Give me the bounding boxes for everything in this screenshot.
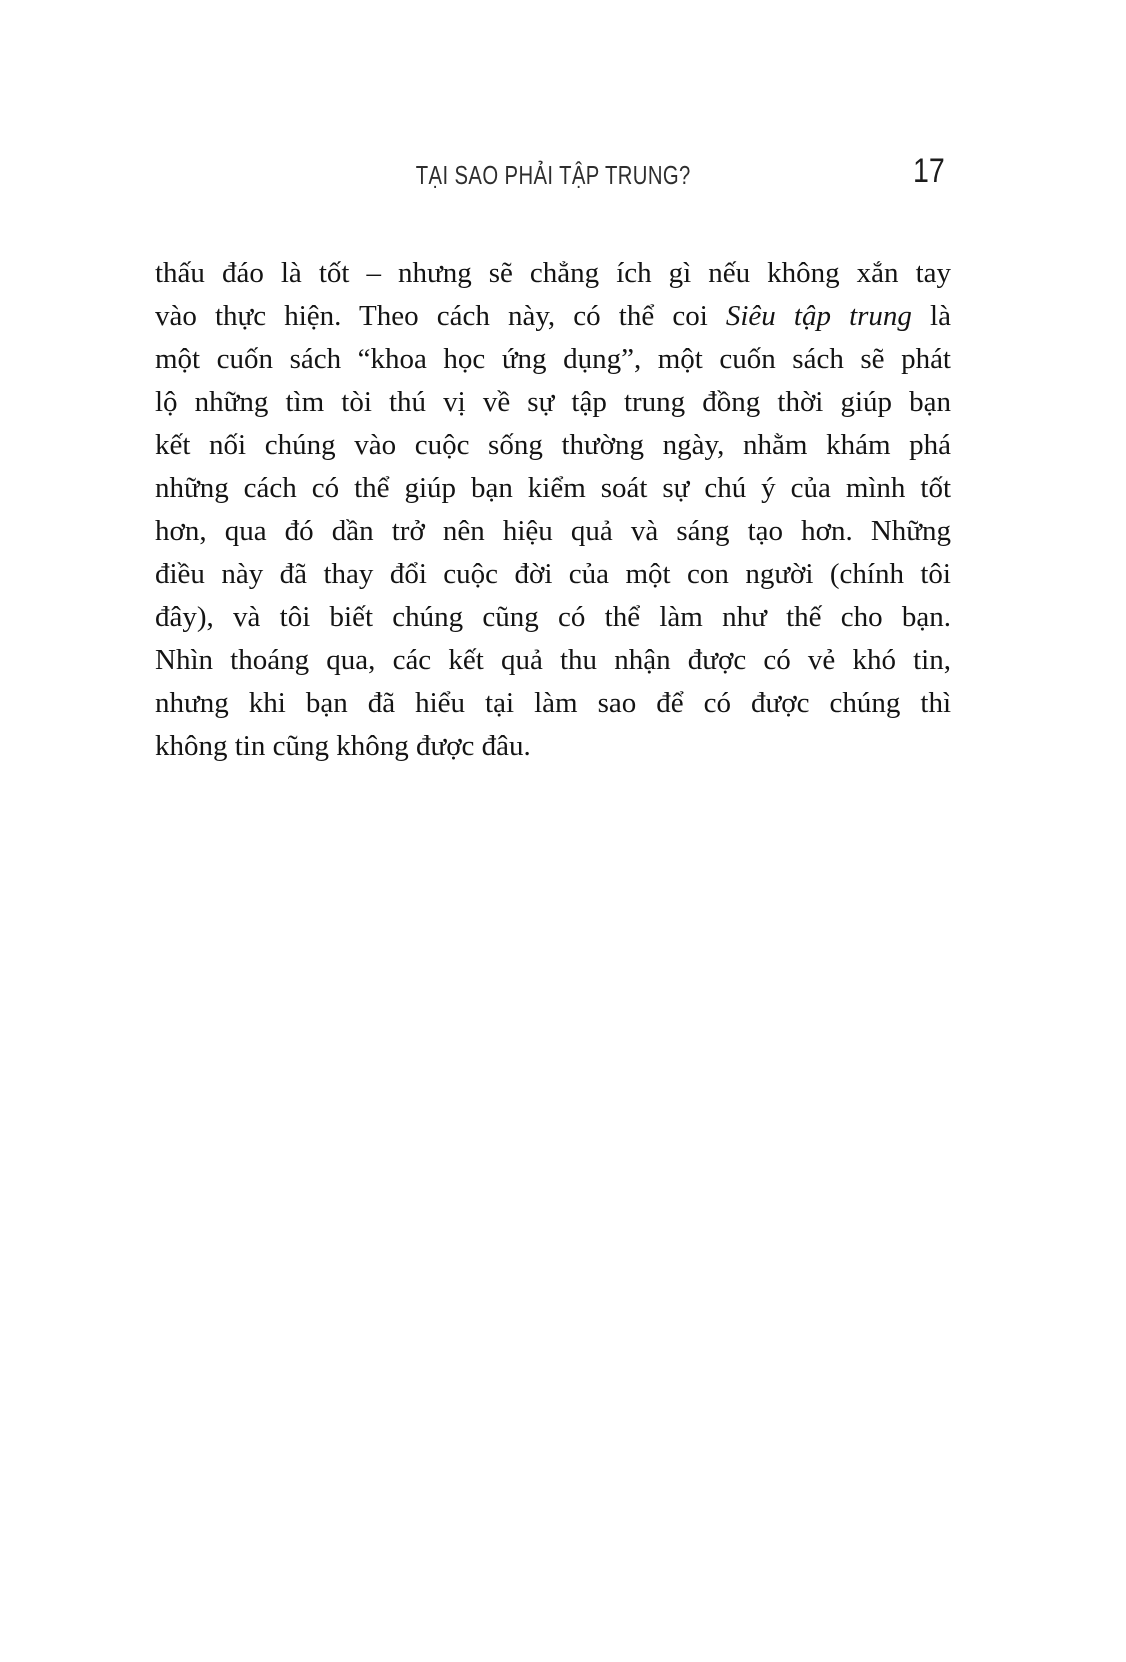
text-line — [155, 725, 951, 768]
running-header-title — [155, 160, 951, 191]
text-segment: lộ những tìm tòi thú vị về sự tập trung đồng thời giúp bạn — [155, 386, 951, 418]
text-line — [155, 596, 951, 639]
running-header-title-text: TẠI SAO PHẢI TẬP TRUNG? — [415, 160, 691, 190]
text-segment: vào thực hiện. Theo cách này, có thể coi — [155, 300, 726, 332]
text-line — [155, 467, 951, 510]
text-line — [155, 252, 951, 295]
text-line — [155, 338, 951, 381]
text-segment: không tin cũng không được đâu. — [155, 730, 531, 762]
text-segment: kết nối chúng vào cuộc sống thường ngày, nhằm khám phá — [155, 429, 951, 461]
page-number-text: 17 — [913, 152, 945, 190]
page-number — [907, 152, 945, 191]
book-title-italic: Siêu tập trung — [725, 300, 912, 332]
text-segment: một cuốn sách “khoa học ứng dụng”, một cuốn sách sẽ phát — [155, 343, 951, 375]
text-line — [155, 424, 951, 467]
body-text — [155, 252, 951, 768]
text-segment: đây), và tôi biết chúng cũng có thể làm như thế cho bạn. — [155, 601, 951, 633]
text-line — [155, 682, 951, 725]
text-line — [155, 553, 951, 596]
text-segment: thấu đáo là tốt – nhưng sẽ chẳng ích gì nếu không xắn tay — [155, 257, 951, 289]
text-segment: Nhìn thoáng qua, các kết quả thu nhận được có vẻ khó tin, — [155, 644, 951, 676]
text-segment: những cách có thể giúp bạn kiểm soát sự chú ý của mình tốt — [155, 472, 951, 504]
text-line — [155, 295, 951, 338]
text-segment: hơn, qua đó dần trở nên hiệu quả và sáng tạo hơn. Những — [155, 515, 951, 547]
text-line — [155, 381, 951, 424]
text-segment: là — [911, 300, 951, 332]
text-line — [155, 510, 951, 553]
text-segment: điều này đã thay đổi cuộc đời của một con người (chính tôi — [155, 558, 951, 590]
text-line — [155, 639, 951, 682]
text-segment: nhưng khi bạn đã hiểu tại làm sao để có được chúng thì — [155, 687, 951, 719]
